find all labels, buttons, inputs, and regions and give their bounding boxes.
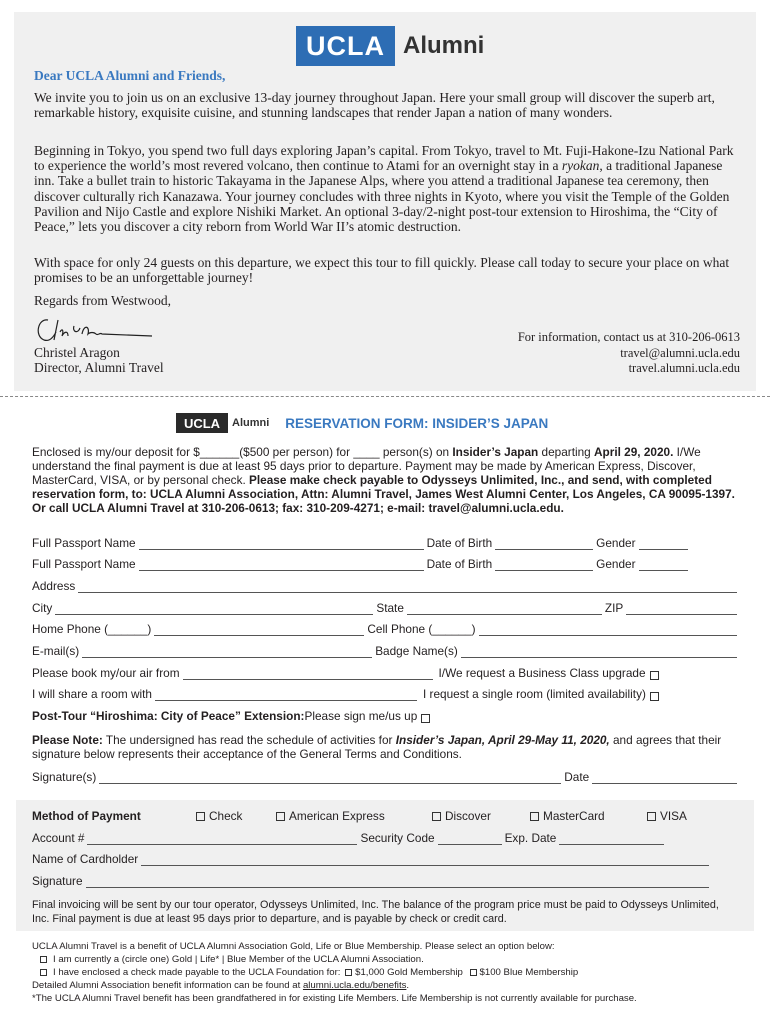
email-label: E-mail(s) bbox=[32, 644, 80, 658]
gender-field-2[interactable] bbox=[639, 560, 688, 571]
state-field[interactable] bbox=[407, 604, 602, 615]
signatures-field[interactable] bbox=[99, 773, 561, 784]
salutation: Dear UCLA Alumni and Friends, bbox=[34, 68, 226, 83]
account-label: Account # bbox=[32, 831, 85, 845]
signer-title: Director, Alumni Travel bbox=[34, 360, 164, 375]
letter-paragraph-3: With space for only 24 guests on this departure, we expect this tour to fill quickly. Please call today to secure your place on what promises to be an unforgettable journey! bbox=[34, 255, 730, 286]
contact-email: travel@alumni.ucla.edu bbox=[620, 345, 740, 360]
visa-label: VISA bbox=[660, 809, 687, 823]
city-field[interactable] bbox=[55, 604, 373, 615]
p2-italic: ryokan bbox=[561, 158, 600, 174]
membership-line-5: *The UCLA Alumni Travel benefit has been grandfathered in for existing Life Members. Life Membership is not currently available for purchase. bbox=[32, 993, 637, 1004]
share-row bbox=[32, 685, 740, 701]
letter-paragraph-1: We invite you to join us on an exclusive 13-day journey throughout Japan. Here your small group will discover the superb art, remarkable history, exquisite cuisine, and stunning landscapes that render Japan a nation of many wonders. bbox=[34, 90, 715, 121]
account-row bbox=[32, 829, 740, 845]
note-text-1: The undersigned has read the schedule of activities for bbox=[102, 733, 396, 747]
dob-label: Date of Birth bbox=[426, 557, 493, 571]
current-member-checkbox[interactable] bbox=[40, 956, 47, 963]
cardholder-field[interactable] bbox=[141, 855, 709, 866]
signature-image bbox=[34, 314, 154, 346]
post-tour-bold: Post-Tour “Hiroshima: City of Peace” Extension: bbox=[32, 709, 305, 723]
form-header bbox=[176, 413, 548, 433]
roommate-field[interactable] bbox=[155, 690, 417, 701]
email-field[interactable] bbox=[82, 647, 372, 658]
exp-label: Exp. Date bbox=[504, 831, 557, 845]
air-label: Please book my/our air from bbox=[32, 666, 180, 680]
cell-phone-label: Cell Phone (______) bbox=[367, 622, 476, 636]
signer-name: Christel Aragon bbox=[34, 345, 120, 360]
blue-membership-label: $100 Blue Membership bbox=[479, 967, 579, 978]
mastercard-checkbox[interactable] bbox=[530, 812, 539, 821]
form-title: RESERVATION FORM: INSIDER’S JAPAN bbox=[285, 415, 549, 431]
security-label: Security Code bbox=[360, 831, 435, 845]
dob-field-2[interactable] bbox=[495, 560, 593, 571]
card-signature-label: Signature bbox=[32, 874, 83, 888]
letter-panel bbox=[14, 12, 756, 391]
signature-row bbox=[32, 768, 740, 784]
address-label: Address bbox=[32, 579, 76, 593]
cardholder-label: Name of Cardholder bbox=[32, 852, 139, 866]
letter-paragraph-2 bbox=[34, 143, 734, 234]
zip-label: ZIP bbox=[604, 601, 624, 615]
city-row bbox=[32, 599, 740, 615]
intro-text-3: I/We understand the final payment is due at least 95 days prior to departure. Payment may be made by American Express, Discover, MasterCard, VISA, or by personal check. bbox=[32, 445, 701, 487]
enclosed-check-label: I have enclosed a check made payable to the UCLA Foundation for: bbox=[53, 967, 341, 978]
account-field[interactable] bbox=[87, 834, 357, 845]
address-field[interactable] bbox=[78, 582, 737, 593]
intro-bold-2: April 29, 2020. bbox=[594, 445, 674, 459]
contact-website: travel.alumni.ucla.edu bbox=[628, 361, 740, 375]
single-room-checkbox[interactable] bbox=[650, 692, 659, 701]
membership-line-3 bbox=[40, 966, 578, 979]
state-label: State bbox=[376, 601, 404, 615]
form-alumni-logo: Alumni bbox=[232, 417, 270, 429]
amex-label: American Express bbox=[289, 809, 385, 823]
enclosed-check-checkbox[interactable] bbox=[40, 969, 47, 976]
benefits-link[interactable]: alumni.ucla.edu/benefits bbox=[302, 980, 407, 991]
cell-phone-field[interactable] bbox=[479, 625, 737, 636]
intro-bold-1: Insider’s Japan bbox=[452, 445, 539, 459]
passport-name-field-2[interactable] bbox=[139, 560, 424, 571]
alumni-logo-text: Alumni bbox=[403, 32, 485, 59]
form-ucla-logo: UCLA bbox=[176, 413, 228, 433]
benefit-text: Detailed Alumni Association benefit information can be found at bbox=[32, 980, 303, 991]
note-trip: Insider’s Japan, April 29-May 11, 2020, bbox=[395, 733, 610, 747]
air-row bbox=[32, 664, 740, 680]
form-intro bbox=[32, 445, 742, 515]
gender-label: Gender bbox=[596, 557, 636, 571]
post-tour-checkbox[interactable] bbox=[421, 714, 430, 723]
badge-label: Badge Name(s) bbox=[375, 644, 458, 658]
passport-row-1 bbox=[32, 534, 740, 550]
post-tour-text: Please sign me/us up bbox=[304, 709, 418, 723]
business-label: I/We request a Business Class upgrade bbox=[438, 666, 646, 680]
city-label: City bbox=[32, 601, 53, 615]
regards: Regards from Westwood, bbox=[34, 293, 172, 308]
dob-field-1[interactable] bbox=[495, 539, 593, 550]
signatures-label: Signature(s) bbox=[32, 770, 97, 784]
badge-field[interactable] bbox=[461, 647, 737, 658]
discover-checkbox[interactable] bbox=[432, 812, 441, 821]
ucla-alumni-logo bbox=[296, 26, 484, 66]
zip-field[interactable] bbox=[626, 604, 737, 615]
blue-membership-checkbox[interactable] bbox=[470, 969, 477, 976]
gender-label: Gender bbox=[596, 536, 636, 550]
passport-name-field-1[interactable] bbox=[139, 539, 424, 550]
ucla-logo-box: UCLA bbox=[296, 26, 395, 66]
current-member-label: I am currently a (circle one) Gold | Life* | Blue Member of the UCLA Alumni Association. bbox=[53, 954, 424, 965]
business-class-checkbox[interactable] bbox=[650, 671, 659, 680]
contact-phone: For information, contact us at 310-206-0613 bbox=[517, 330, 740, 344]
date-field[interactable] bbox=[592, 773, 737, 784]
dob-label: Date of Birth bbox=[426, 536, 493, 550]
note-bold: Please Note: bbox=[32, 733, 103, 747]
intro-bold-3: Please make check payable to Odysseys Unlimited, Inc., and send, with completed reservation form, to: UCLA Alumni Association, Attn: Alumni Travel, James West Alumni Center, Los Angeles, CA 90095-1397. Or call UCLA Alumni Travel at 310-206-0613; fax: 310-209-4271; e-mail: travel@alumni.ucla.edu. bbox=[32, 473, 735, 515]
discover-label: Discover bbox=[445, 809, 491, 823]
phone-row bbox=[32, 620, 740, 636]
home-phone-label: Home Phone (______) bbox=[32, 622, 152, 636]
home-phone-field[interactable] bbox=[154, 625, 364, 636]
post-tour-row bbox=[32, 707, 740, 723]
p2-text-a: Beginning in Tokyo, you spend two full days exploring Japan’s capital. From Tokyo, travel to Mt. Fuji-Hakone-Izu National Park to experience the world’s most revered volcano, then continue to Atami for an overnight stay in a bbox=[34, 143, 734, 174]
benefit-period: . bbox=[406, 980, 410, 991]
cut-line bbox=[0, 396, 770, 397]
method-row bbox=[32, 807, 740, 823]
intro-text-2: departing bbox=[538, 445, 594, 459]
gold-membership-checkbox[interactable] bbox=[345, 969, 352, 976]
passport-label: Full Passport Name bbox=[32, 536, 136, 550]
exp-field[interactable] bbox=[559, 834, 664, 845]
gender-field-1[interactable] bbox=[639, 539, 688, 550]
amex-checkbox[interactable] bbox=[276, 812, 285, 821]
address-row bbox=[32, 577, 740, 593]
intro-text-1: Enclosed is my/our deposit for $______($500 per person) for ____ person(s) on bbox=[32, 445, 453, 459]
check-label: Check bbox=[209, 809, 243, 823]
cardholder-row bbox=[32, 850, 712, 866]
share-label: I will share a room with bbox=[32, 687, 152, 701]
passport-row-2 bbox=[32, 555, 740, 571]
method-label: Method of Payment bbox=[32, 809, 141, 823]
date-label: Date bbox=[564, 770, 590, 784]
security-field[interactable] bbox=[438, 834, 502, 845]
p2-text-b: , a traditional Japanese inn. Take a bullet train to historic Takayama in the Japanese Alps, where you attend a traditional Japanese tea ceremony, then discover culturally rich Kanazawa. Your journey concludes with three nights in Kyoto, where you visit the Temple of the Golden Pavilion and Nijo Castle and explore Nishiki Market. An optional 3-day/2-night post-tour extension to Hiroshima, the “City of Peace,” lets you discover a city reborn from World War II’s atomic destruction. bbox=[34, 158, 730, 235]
check-checkbox[interactable] bbox=[196, 812, 205, 821]
invoice-note: Final invoicing will be sent by our tour operator, Odysseys Unlimited, Inc. The balance of the program price must be paid to Odysseys Unlimited, Inc. Final payment is due at least 95 days prior to departure, and is payable by check or credit card. bbox=[32, 899, 719, 925]
air-field[interactable] bbox=[183, 669, 433, 680]
card-signature-row bbox=[32, 872, 712, 888]
contact-block bbox=[518, 330, 740, 377]
card-signature-field[interactable] bbox=[86, 877, 710, 888]
visa-checkbox[interactable] bbox=[647, 812, 656, 821]
email-row bbox=[32, 642, 740, 658]
membership-line-2 bbox=[40, 953, 424, 966]
passport-label: Full Passport Name bbox=[32, 557, 136, 571]
gold-membership-label: $1,000 Gold Membership bbox=[355, 967, 463, 978]
please-note bbox=[32, 733, 742, 761]
membership-line-4 bbox=[32, 979, 409, 992]
membership-line-1: UCLA Alumni Travel is a benefit of UCLA Alumni Association Gold, Life or Blue Membership. Please select an option below: bbox=[32, 941, 555, 952]
single-room-label: I request a single room (limited availability) bbox=[422, 687, 646, 701]
mastercard-label: MasterCard bbox=[543, 809, 605, 823]
note-text-2: and agrees that their signature below represents their acceptance of the General Terms and Conditions. bbox=[32, 733, 722, 761]
